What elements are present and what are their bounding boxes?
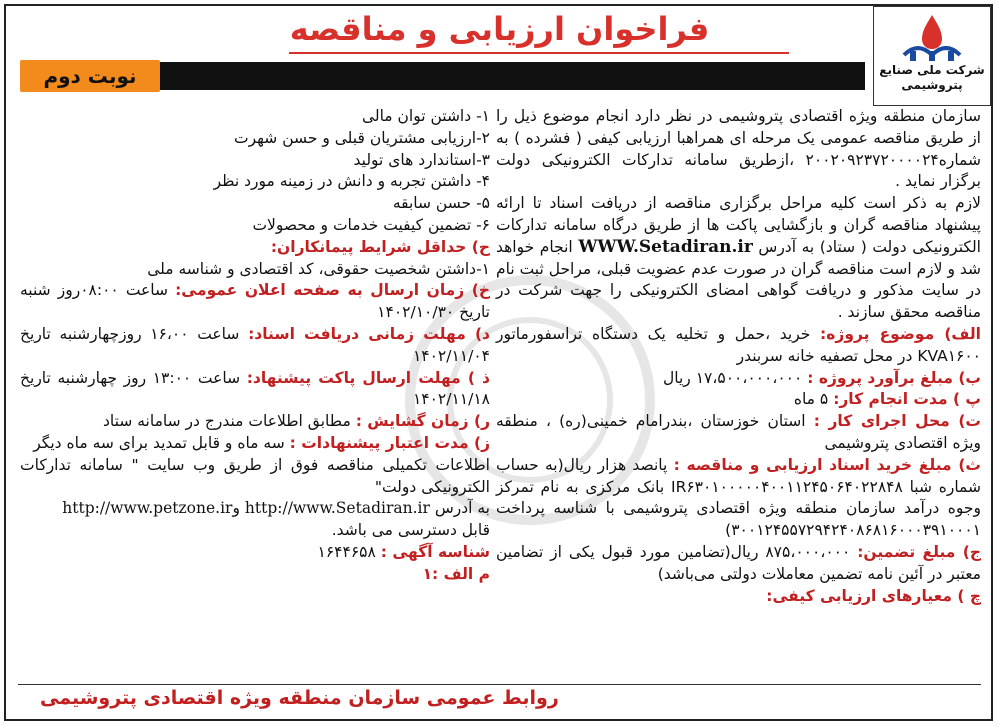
criteria-item: ۴- داشتن تجربه و دانش در زمینه مورد نظر <box>213 172 490 191</box>
item-ze-label: ز) مدت اعتبار پیشنهادات : <box>289 433 490 452</box>
intro-paragraph-2: لازم به ذکر است کلیه مراحل برگزاری مناقصه از دریافت اسناد تا ارائه پیشنهاد مناقصه گران و بازگشایی پاکت ها از طریق درگاه سامانه تدارکات الکترونیکی دولت ( ستاد) به آدرس WWW.Setadiran.ir انجام خواهد شد و لازم است مناقصه گران در صورت عدم عضویت قبلی، مراحل ثبت نام در سایت مذکور و دریافت گواهی امضای الکترونیکی را جهت شرکت در مناقصه محقق سازند . <box>496 194 981 322</box>
item-jim <box>496 542 981 586</box>
item-dal <box>20 324 490 368</box>
item-alef <box>496 324 981 368</box>
item-khe-label: خ) زمان ارسال به صفحه اعلان عمومی: <box>175 281 490 300</box>
item-se-label: ث) مبلغ خرید اسناد ارزیابی و مناقصه : <box>673 455 981 474</box>
item-zal <box>20 368 490 412</box>
item-se-value: پانصد هزار ریال(به حساب شماره شبا IR۶۳۰۱۰۰۰۰۰۴۰۰۱۱۲۴۵۰۶۴۰۲۲۸۴۸ بانک مرکزی به نام تمرکز وجوه درآمد سازمان منطقه ویژه اقتصادی پتروشیمی با شناسه پرداخت ۳۰۰۱۲۴۵۵۷۲۹۴۲۴۰۸۶۸۱۶۰۰۰۳۹۱۰۰۰۱) <box>496 455 981 540</box>
item-ze <box>20 433 490 455</box>
setadiran-site-link[interactable]: WWW.Setadiran.ir <box>578 236 753 257</box>
footer <box>18 684 981 713</box>
item-se <box>496 455 981 542</box>
petzone-link[interactable]: http://www.petzone.ir <box>62 499 233 518</box>
extra-address: به آدرس http://www.Setadiran.ir وhttp://www.petzone.ir <box>62 499 490 518</box>
item-che <box>496 586 981 608</box>
item-dal-value: ساعت ۱۶،۰۰ روزچهارشنبه تاریخ ۱۴۰۲/۱۱/۰۴ <box>20 324 490 365</box>
title-underline <box>289 52 789 54</box>
criteria-item: ۳-استاندارد های تولید <box>353 150 490 169</box>
item-khe <box>20 280 490 324</box>
right-column <box>496 106 981 607</box>
item-pe-value: ۵ ماه <box>793 390 829 409</box>
item-jim-value: ۸۷۵،۰۰۰،۰۰۰ ریال(تضامین مورد قبول یکی از تضامین معتبر در آئین نامه تضمین معاملات دولتی می‌باشد) <box>496 542 981 583</box>
extra-info: اطلاعات تکمیلی مناقصه فوق از طریق وب سایت " سامانه تدارکات الکترونیکی دولت" <box>20 455 490 496</box>
item-he-label: ح) حداقل شرایط پیمانکاران: <box>270 237 490 256</box>
item-te <box>496 411 981 455</box>
item-jim-label: ج) مبلغ تضمین: <box>857 542 981 561</box>
ad-id <box>20 542 490 564</box>
item-re-value: مطابق اطلاعات مندرج در سامانه ستاد <box>103 412 351 431</box>
item-pe-label: پ ) مدت انجام کار: <box>833 390 981 409</box>
criteria-item: ۲-ارزیابی مشتریان قبلی و حسن شهرت <box>234 128 490 147</box>
round-badge: نوبت دوم <box>20 60 160 92</box>
left-column <box>20 106 490 586</box>
item-che-label: چ ) معیارهای ارزیابی کیفی: <box>766 586 981 605</box>
item-be-label: ب) مبلغ برآورد پروژه : <box>807 368 981 387</box>
notice-title: فراخوان ارزیابی و مناقصه <box>289 10 710 48</box>
criteria-item: ۵- حسن سابقه <box>392 194 490 213</box>
public-relations-signature: روابط عمومی سازمان منطقه ویژه اقتصادی پتروشیمی <box>40 687 559 709</box>
company-logo-box <box>873 6 991 106</box>
item-zal-value: ساعت ۱۳:۰۰ روز چهارشنبه تاریخ ۱۴۰۲/۱۱/۱۸ <box>20 368 490 409</box>
item-he-value: ۱-داشتن شخصیت حقوقی، کد اقتصادی و شناسه ملی <box>147 259 490 278</box>
item-alef-label: الف) موضوع پروژه: <box>820 324 981 343</box>
item-be-value: ۱۷،۵۰۰،۰۰۰،۰۰۰ ریال <box>663 368 803 387</box>
item-te-value: استان خوزستان ،بندرامام خمینی(ره) ، منطقه ویژه اقتصادی پتروشیمی <box>496 412 981 452</box>
intro-paragraph-1: سازمان منطقه ویژه اقتصادی پتروشیمی در نظر دارد انجام موضوع ذیل را از طریق مناقصه عمومی یک مرحله ای همراهبا ارزیابی کیفی ( فشرده ) به شماره۲۰۰۲۰۹۲۳۷۲۰۰۰۰۲۴ ،ازطریق سامانه تدارکات الکترونیکی دولت برگزار نماید . <box>496 107 981 191</box>
item-khe-value: ساعت ۰۸:۰۰روز شنبه تاریخ ۱۴۰۲/۱۰/۳۰ <box>20 281 490 322</box>
ad-id-label: شناسه آگهی : <box>380 542 490 561</box>
item-ze-value: سه ماه و قابل تمدید برای سه ماه دیگر <box>33 433 285 452</box>
org-name: شرکت ملی صنایع پتروشیمی <box>879 63 985 92</box>
item-dal-label: د) مهلت زمانی دریافت اسناد: <box>248 324 490 343</box>
criteria-item: ۶- تضمین کیفیت خدمات و محصولات <box>252 215 490 234</box>
ad-code: م الف :۱ <box>422 564 490 583</box>
item-re <box>20 411 490 433</box>
criteria-item: ۱- داشتن توان مالی <box>361 107 490 125</box>
ad-id-value: ۱۶۴۴۶۵۸ <box>317 542 376 561</box>
petrochemical-logo-icon <box>892 11 972 63</box>
item-be <box>496 368 981 390</box>
item-zal-label: ذ ) مهلت ارسال پاکت پیشنهاد: <box>246 368 490 387</box>
item-te-label: ت) محل اجرای کار : <box>813 412 982 431</box>
extra-post: قابل دسترسی می باشد. <box>331 521 490 540</box>
item-alef-value: خرید ،حمل و تخلیه یک دستگاه تراسفورماتور KVA۱۶۰۰ در محل تصفیه خانه سربندر <box>496 324 981 365</box>
setadiran-link[interactable]: http://www.Setadiran.ir <box>244 499 430 518</box>
item-re-label: ر) زمان گشایش : <box>355 412 490 431</box>
item-pe <box>496 389 981 411</box>
